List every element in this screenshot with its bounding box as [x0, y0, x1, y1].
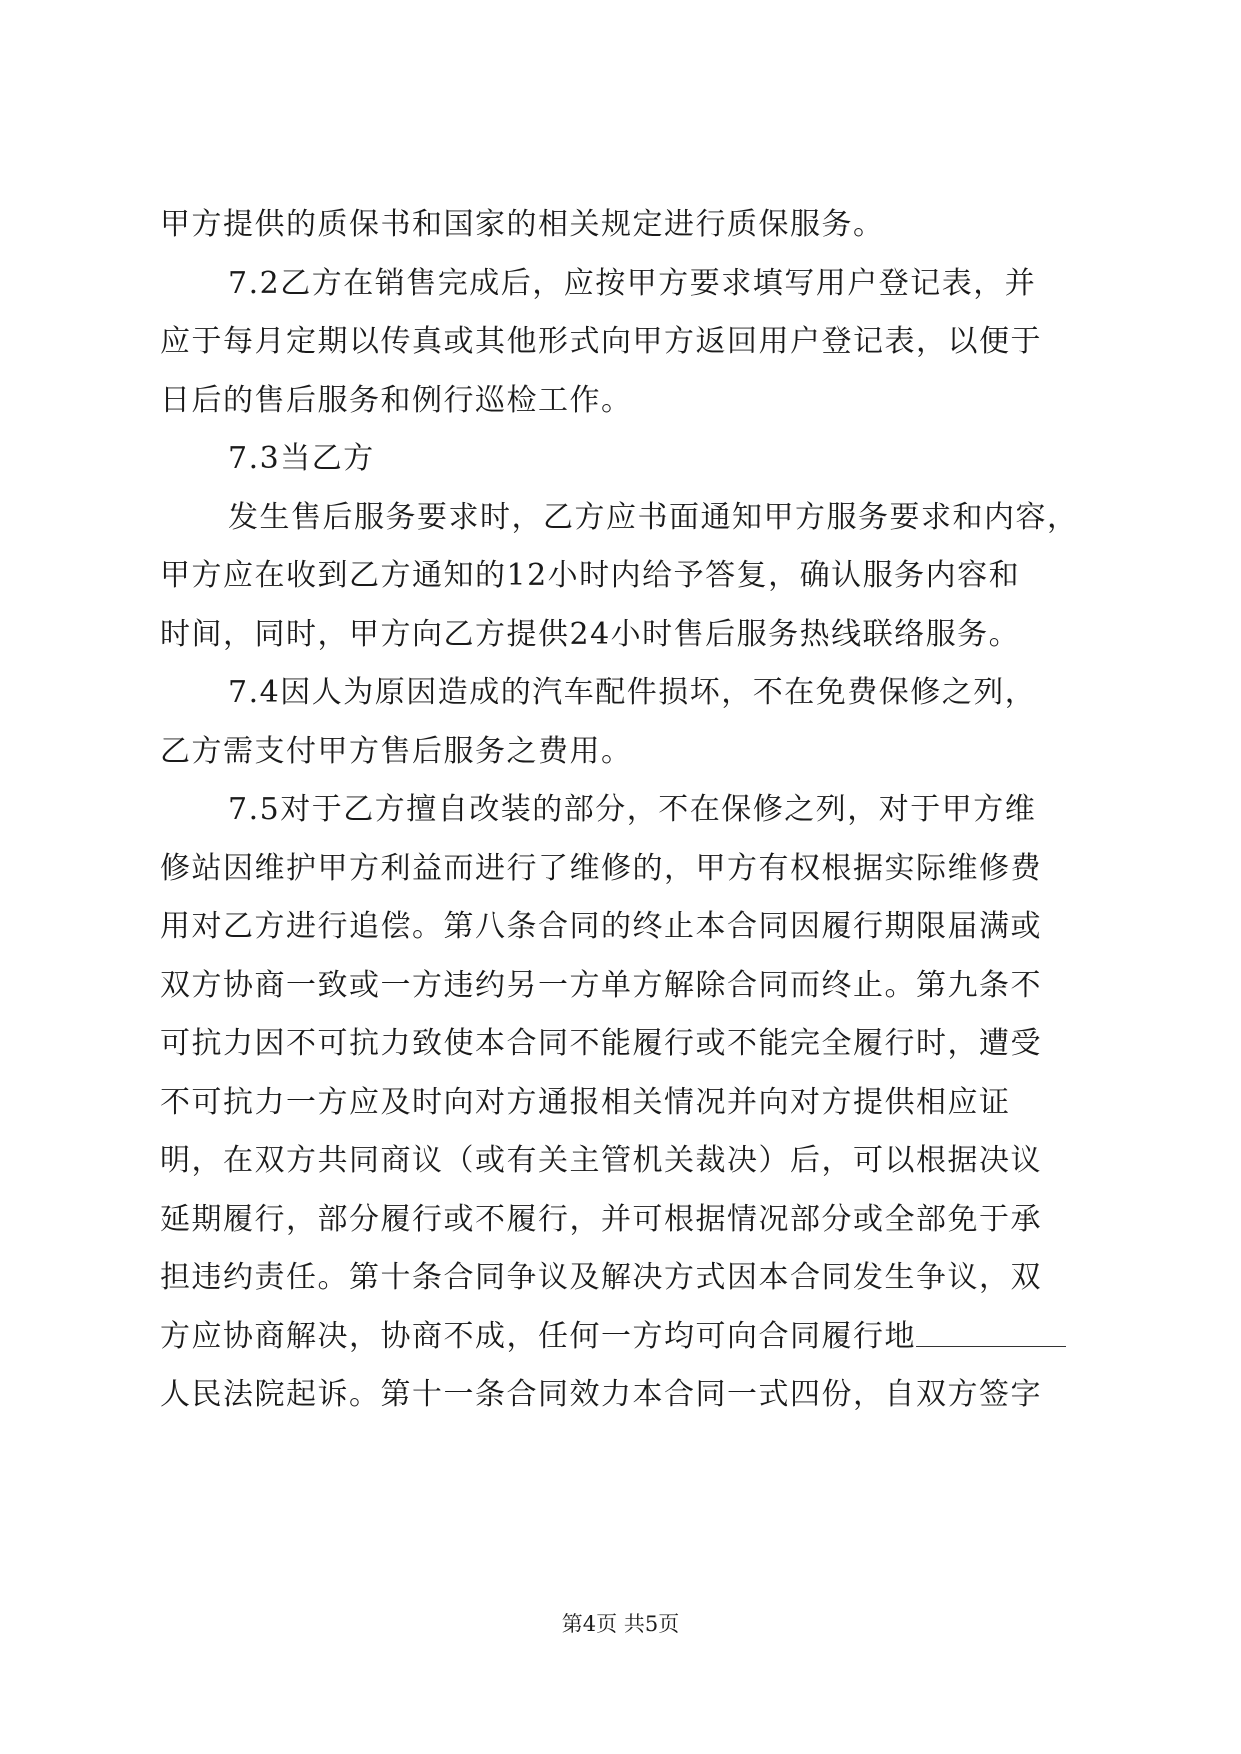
text-line: 7.5对于乙方擅自改装的部分，不在保修之列，对于甲方维: [228, 792, 1037, 827]
page-number-footer: 第4页 共5页: [561, 1612, 680, 1636]
text-line: 不可抗力一方应及时向对方通报相关情况并向对方提供相应证: [160, 1084, 1011, 1120]
text-line: 甲方应在收到乙方通知的12小时内给予答复，确认服务内容和: [160, 558, 1021, 593]
text-line: 应于每月定期以传真或其他形式向甲方返回用户登记表，以便于: [160, 324, 1042, 359]
text-line: 时间，同时，甲方向乙方提供24小时售后服务热线联络服务。: [160, 616, 1021, 652]
document-body: [160, 196, 1085, 1425]
text-line: 甲方提供的质保书和国家的相关规定进行质保服务。: [160, 207, 885, 242]
text-line: 7.2乙方在销售完成后，应按甲方要求填写用户登记表，并: [228, 265, 1037, 301]
text-line: 7.3当乙方: [228, 441, 375, 476]
text-line: 延期履行，部分履行或不履行，并可根据情况部分或全部免于承: [160, 1201, 1042, 1237]
text-line: 明，在双方共同商议（或有关主管机关裁决）后，可以根据决议: [160, 1143, 1042, 1178]
text-line-content: 方应协商解决，协商不成，任何一方均可向合同履行地: [160, 1318, 916, 1354]
text-line: 发生售后服务要求时，乙方应书面通知甲方服务要求和内容，: [228, 499, 1079, 535]
text-line-with-blank: [160, 1308, 1085, 1367]
text-line: 日后的售后服务和例行巡检工作。: [160, 382, 633, 418]
text-line: 7.4因人为原因造成的汽车配件损坏，不在免费保修之列，: [228, 675, 1037, 710]
text-line: 乙方需支付甲方售后服务之费用。: [160, 733, 633, 769]
fill-in-blank: [916, 1308, 1066, 1347]
text-line: 修站因维护甲方利益而进行了维修的，甲方有权根据实际维修费: [160, 850, 1042, 886]
text-line: 担违约责任。第十条合同争议及解决方式因本合同发生争议，双: [160, 1260, 1042, 1295]
text-line: 人民法院起诉。第十一条合同效力本合同一式四份，自双方签字: [160, 1377, 1042, 1412]
text-line: 可抗力因不可抗力致使本合同不能履行或不能完全履行时，遭受: [160, 1026, 1042, 1061]
text-line: 用对乙方进行追偿。第八条合同的终止本合同因履行期限届满或: [160, 909, 1042, 944]
text-line: 双方协商一致或一方违约另一方单方解除合同而终止。第九条不: [160, 967, 1042, 1003]
